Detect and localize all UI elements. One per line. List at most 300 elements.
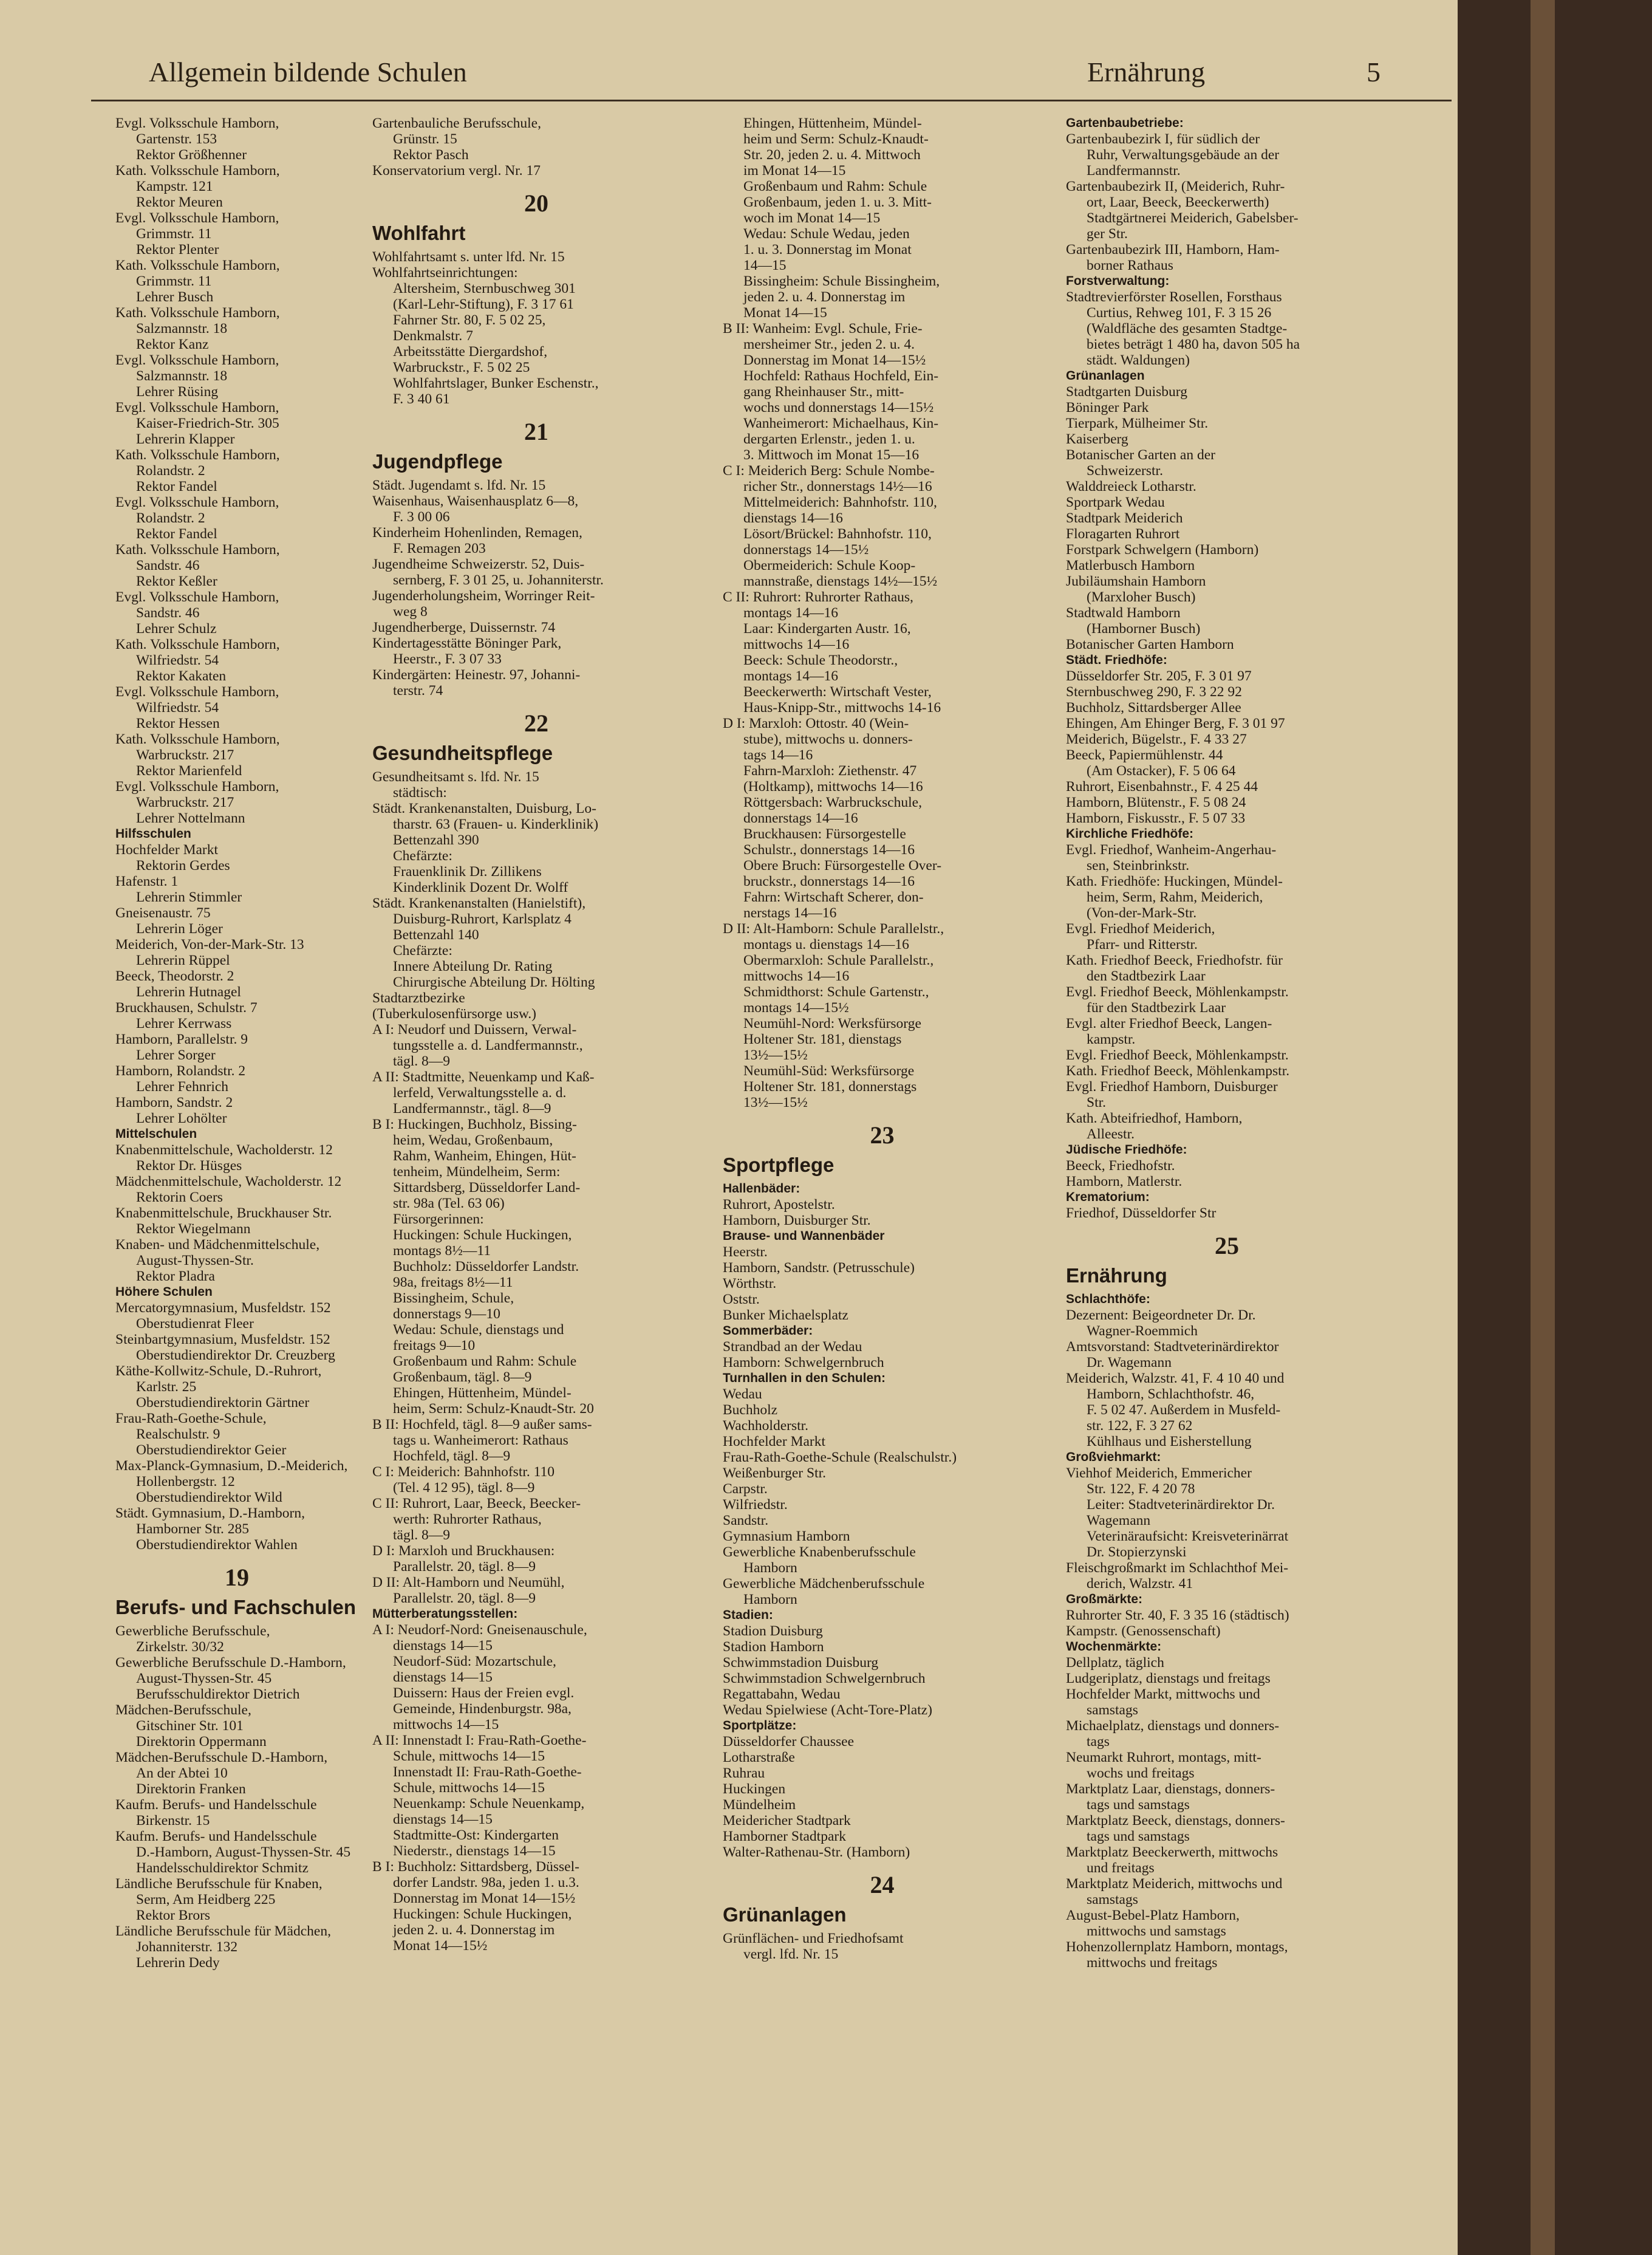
- entry-line: Kindertagesstätte Böninger Park,: [372, 635, 562, 651]
- entry-line: Frau-Rath-Goethe-Schule (Realschulstr.): [723, 1449, 957, 1465]
- entry-continuation: Beeckerwerth: Wirtschaft Vester,: [743, 684, 932, 700]
- entry-continuation: wochs und donnerstags 14—15½: [743, 400, 934, 416]
- entry-continuation: Chefärzte:: [393, 943, 452, 959]
- entry-continuation: 3. Mittwoch im Monat 15—16: [743, 447, 920, 463]
- entry-line: Marktplatz Meiderich, mittwochs und: [1066, 1876, 1283, 1892]
- entry-line: Frau-Rath-Goethe-Schule,: [115, 1411, 267, 1426]
- entry-continuation: Bissingheim: Schule Bissingheim,: [743, 273, 940, 289]
- entry-continuation: bruckstr., donnerstags 14—16: [743, 874, 915, 889]
- entry-line: Fleischgroßmarkt im Schlachthof Mei-: [1066, 1560, 1289, 1576]
- entry-continuation: montags u. dienstags 14—16: [743, 937, 909, 953]
- entry-continuation: Bruckhausen: Fürsorgestelle: [743, 826, 906, 842]
- entry-continuation: sen, Steinbrinkstr.: [1087, 858, 1190, 874]
- entry-continuation: Stadtgärtnerei Meiderich, Gabelsber-: [1087, 210, 1299, 226]
- entry-line: Meiderich, Bügelstr., F. 4 33 27: [1066, 731, 1247, 747]
- section-heading: Grünanlagen: [723, 1903, 847, 1926]
- entry-continuation: Obere Bruch: Fürsorgestelle Over-: [743, 858, 942, 874]
- entry-continuation: mersheimer Str., jeden 2. u. 4.: [743, 337, 915, 352]
- entry-line: Stadtgarten Duisburg: [1066, 384, 1187, 400]
- entry-line: Hamborn, Sandstr. (Petrusschule): [723, 1260, 915, 1276]
- section-heading: Ernährung: [1066, 1264, 1167, 1287]
- entry-line: Kath. Friedhof Beeck, Möhlenkampstr.: [1066, 1063, 1290, 1079]
- entry-line: Jugenderholungsheim, Worringer Reit-: [372, 588, 595, 604]
- entry-line: Mündelheim: [723, 1797, 796, 1813]
- section-heading: Berufs- und Fachschulen: [115, 1596, 357, 1618]
- entry-continuation: Innere Abteilung Dr. Rating: [393, 959, 553, 974]
- entry-line: Kath. Friedhöfe: Huckingen, Mündel-: [1066, 874, 1283, 889]
- entry-continuation: Bettenzahl 140: [393, 927, 479, 943]
- subheading: Mütterberatungsstellen:: [372, 1607, 518, 1621]
- entry-continuation: An der Abtei 10: [136, 1765, 228, 1781]
- entry-continuation: Warbruckstr., F. 5 02 25: [393, 360, 530, 375]
- entry-line: Beeck, Theodorstr. 2: [115, 968, 234, 984]
- subheading: Sportplätze:: [723, 1719, 797, 1733]
- entry-line: Walddreieck Lotharstr.: [1066, 479, 1196, 494]
- entry-continuation: August-Thyssen-Str.: [136, 1253, 254, 1268]
- entry-continuation: Großenbaum und Rahm: Schule: [393, 1353, 577, 1369]
- entry-line: Hohenzollernplatz Hamborn, montags,: [1066, 1939, 1288, 1955]
- entry-continuation: terstr. 74: [393, 683, 443, 699]
- entry-continuation: Neumühl-Nord: Werksfürsorge: [743, 1016, 921, 1032]
- subheading: Grünanlagen: [1066, 369, 1145, 383]
- entry-continuation: Pfarr- und Ritterstr.: [1087, 937, 1198, 953]
- entry-line: Evgl. Volksschule Hamborn,: [115, 352, 279, 368]
- entry-line: Sternbuschweg 290, F. 3 22 92: [1066, 684, 1242, 700]
- entry-continuation: Großenbaum und Rahm: Schule: [743, 179, 927, 194]
- entry-continuation: tags: [1087, 1734, 1110, 1750]
- entry-continuation: Donnerstag im Monat 14—15½: [393, 1891, 576, 1906]
- entry-continuation: Schmidthorst: Schule Gartenstr.,: [743, 984, 929, 1000]
- entry-line: Stadtwald Hamborn: [1066, 605, 1181, 621]
- entry-continuation: (Holtkamp), mittwochs 14—16: [743, 779, 923, 795]
- entry-continuation: Lehrerin Hutnagel: [136, 984, 241, 1000]
- entry-continuation: samstags: [1087, 1702, 1138, 1718]
- entry-line: Käthe-Kollwitz-Schule, D.-Ruhrort,: [115, 1363, 322, 1379]
- entry-continuation: Heerstr., F. 3 07 33: [393, 651, 502, 667]
- entry-continuation: Rektor Wiegelmann: [136, 1221, 251, 1237]
- entry-line: C I: Meiderich: Bahnhofstr. 110: [372, 1464, 555, 1480]
- entry-line: Huckingen: [723, 1781, 786, 1797]
- book-spine-edge: [1458, 0, 1652, 2255]
- entry-line: Ludgeriplatz, dienstags und freitags: [1066, 1671, 1271, 1686]
- entry-continuation: heim, Serm: Schulz-Knaudt-Str. 20: [393, 1401, 594, 1417]
- entry-continuation: vergl. lfd. Nr. 15: [743, 1946, 839, 1962]
- entry-continuation: Lehrer Kerrwass: [136, 1016, 232, 1032]
- entry-continuation: Wilfriedstr. 54: [136, 652, 219, 668]
- page-edge-highlight: [1531, 0, 1555, 2255]
- entry-line: Waisenhaus, Waisenhausplatz 6—8,: [372, 493, 579, 509]
- entry-continuation: Obermarxloh: Schule Parallelstr.,: [743, 953, 934, 968]
- header-section-title: Allgemein bildende Schulen: [149, 56, 467, 87]
- entry-line: Kaiserberg: [1066, 431, 1128, 447]
- subheading: Städt. Friedhöfe:: [1066, 653, 1167, 667]
- entry-continuation: Monat 14—15½: [393, 1938, 488, 1954]
- entry-line: Max-Planck-Gymnasium, D.-Meiderich,: [115, 1458, 348, 1474]
- section-heading: Wohlfahrt: [372, 222, 466, 244]
- entry-line: Evgl. Volksschule Hamborn,: [115, 494, 279, 510]
- entry-continuation: für den Stadtbezirk Laar: [1087, 1000, 1226, 1016]
- entry-continuation: Rektor Pladra: [136, 1268, 215, 1284]
- entry-line: Wachholderstr.: [723, 1418, 809, 1434]
- entry-line: Heerstr.: [723, 1244, 768, 1260]
- entry-line: Meidericher Stadtpark: [723, 1813, 851, 1829]
- entry-continuation: F. 3 00 06: [393, 509, 450, 525]
- entry-continuation: mannstraße, dienstags 14½—15½: [743, 573, 938, 589]
- entry-continuation: Lehrer Lohölter: [136, 1110, 227, 1126]
- entry-continuation: Kühlhaus und Eisherstellung: [1087, 1434, 1252, 1449]
- entry-continuation: jeden 2. u. 4. Donnerstag im: [393, 1922, 555, 1938]
- entry-continuation: Bissingheim, Schule,: [393, 1290, 514, 1306]
- entry-line: Gewerbliche Mädchenberufsschule: [723, 1576, 925, 1592]
- entry-line: Viehhof Meiderich, Emmericher: [1066, 1465, 1252, 1481]
- entry-continuation: sernberg, F. 3 01 25, u. Johanniterstr.: [393, 572, 604, 588]
- entry-line: D II: Alt-Hamborn und Neumühl,: [372, 1575, 565, 1590]
- entry-continuation: Hollenbergstr. 12: [136, 1474, 235, 1490]
- entry-line: Hamborn: Schwelgernbruch: [723, 1355, 884, 1370]
- entry-line: Ruhrau: [723, 1765, 765, 1781]
- entry-line: Matlerbusch Hamborn: [1066, 558, 1195, 573]
- entry-line: Gartenbauliche Berufsschule,: [372, 115, 541, 131]
- entry-line: Kath. Volksschule Hamborn,: [115, 637, 280, 652]
- entry-continuation: Realschulstr. 9: [136, 1426, 220, 1442]
- subheading: Hilfsschulen: [115, 827, 191, 841]
- entry-line: Städt. Krankenanstalten (Hanielstift),: [372, 895, 586, 911]
- entry-continuation: Rektorin Coers: [136, 1189, 223, 1205]
- entry-line: Marktplatz Beeck, dienstags, donners-: [1066, 1813, 1285, 1829]
- entry-continuation: Hamborner Str. 285: [136, 1521, 250, 1537]
- entry-continuation: Holtener Str. 181, dienstags: [743, 1032, 902, 1047]
- entry-line: Ruhrort, Apostelstr.: [723, 1197, 835, 1213]
- entry-line: Kath. Friedhof Beeck, Friedhofstr. für: [1066, 953, 1283, 968]
- entry-continuation: Gartenstr. 153: [136, 131, 217, 147]
- entry-continuation: Wagemann: [1087, 1513, 1151, 1528]
- entry-line: Kindergärten: Heinestr. 97, Johanni-: [372, 667, 581, 683]
- entry-line: Knabenmittelschule, Bruckhauser Str.: [115, 1205, 332, 1221]
- entry-continuation: dorfer Landstr. 98a, jeden 1. u.3.: [393, 1875, 579, 1891]
- text-column-4: [1066, 115, 1388, 2193]
- entry-continuation: Kaiser-Friedrich-Str. 305: [136, 416, 279, 431]
- entry-continuation: (Tel. 4 12 95), tägl. 8—9: [393, 1480, 535, 1496]
- entry-continuation: Rektor Keßler: [136, 573, 217, 589]
- entry-line: Steinbartgymnasium, Musfeldstr. 152: [115, 1332, 330, 1347]
- entry-line: Schwimmstadion Duisburg: [723, 1655, 879, 1671]
- subheading: Stadien:: [723, 1608, 773, 1622]
- entry-line: Stadtrevierförster Rosellen, Forsthaus: [1066, 289, 1282, 305]
- entry-continuation: mittwochs 14—16: [743, 637, 850, 652]
- subheading: Jüdische Friedhöfe:: [1066, 1143, 1187, 1157]
- entry-line: A I: Neudorf-Nord: Gneisenauschule,: [372, 1622, 587, 1638]
- entry-continuation: Johanniterstr. 132: [136, 1939, 238, 1955]
- entry-line: Ruhrorter Str. 40, F. 3 35 16 (städtisch): [1066, 1607, 1289, 1623]
- entry-continuation: Innenstadt II: Frau-Rath-Goethe-: [393, 1764, 582, 1780]
- entry-line: Kath. Volksschule Hamborn,: [115, 258, 280, 273]
- entry-continuation: Rektor Kanz: [136, 337, 209, 352]
- running-header: [91, 49, 1452, 103]
- entry-continuation: Warbruckstr. 217: [136, 795, 234, 810]
- entry-continuation: Oberstudiendirektor Dr. Creuzberg: [136, 1347, 335, 1363]
- entry-continuation: donnerstags 9—10: [393, 1306, 500, 1322]
- entry-continuation: Veterinäraufsicht: Kreisveterinärrat: [1087, 1528, 1289, 1544]
- entry-continuation: mittwochs 14—16: [743, 968, 850, 984]
- entry-continuation: tägl. 8—9: [393, 1527, 450, 1543]
- entry-continuation: mittwochs und samstags: [1087, 1923, 1226, 1939]
- entry-line: Weißenburger Str.: [723, 1465, 826, 1481]
- entry-line: Gesundheitsamt s. lfd. Nr. 15: [372, 769, 539, 785]
- subheading: Höhere Schulen: [115, 1285, 213, 1299]
- section-number: 21: [524, 418, 548, 445]
- entry-line: Hamborn, Parallelstr. 9: [115, 1032, 248, 1047]
- section-number: 23: [870, 1121, 895, 1149]
- entry-line: Kath. Volksschule Hamborn,: [115, 163, 280, 179]
- entry-line: Ruhrort, Eisenbahnstr., F. 4 25 44: [1066, 779, 1258, 795]
- entry-continuation: Rektor Pasch: [393, 147, 469, 163]
- entry-line: Evgl. Volksschule Hamborn,: [115, 210, 279, 226]
- entry-line: Kath. Volksschule Hamborn,: [115, 305, 280, 321]
- entry-continuation: Fahrner Str. 80, F. 5 02 25,: [393, 312, 546, 328]
- entry-continuation: 14—15: [743, 258, 787, 273]
- entry-line: Wedau: [723, 1386, 762, 1402]
- entry-line: Hamborn, Rolandstr. 2: [115, 1063, 246, 1079]
- entry-line: Gewerbliche Berufsschule D.-Hamborn,: [115, 1655, 346, 1671]
- entry-continuation: Birkenstr. 15: [136, 1813, 210, 1829]
- entry-line: Konservatorium vergl. Nr. 17: [372, 163, 541, 179]
- section-number: 19: [225, 1564, 249, 1591]
- entry-continuation: Sandstr. 46: [136, 558, 200, 573]
- entry-continuation: montags 14—15½: [743, 1000, 849, 1016]
- entry-continuation: Chefärzte:: [393, 848, 452, 864]
- entry-continuation: Laar: Kindergarten Austr. 16,: [743, 621, 911, 637]
- entry-continuation: Buchholz: Düsseldorfer Landstr.: [393, 1259, 579, 1275]
- entry-line: Gewerbliche Knabenberufsschule: [723, 1544, 916, 1560]
- entry-continuation: Oberstudienrat Fleer: [136, 1316, 254, 1332]
- entry-continuation: Denkmalstr. 7: [393, 328, 473, 344]
- entry-continuation: Hochfeld, tägl. 8—9: [393, 1448, 511, 1464]
- entry-line: Hamborn, Fiskusstr., F. 5 07 33: [1066, 810, 1246, 826]
- entry-continuation: Stadtmitte-Ost: Kindergarten: [393, 1827, 559, 1843]
- page-number: 5: [1367, 56, 1381, 87]
- entry-continuation: Grimmstr. 11: [136, 226, 212, 242]
- entry-continuation: Lehrer Sorger: [136, 1047, 216, 1063]
- entry-line: Beeck, Papiermühlenstr. 44: [1066, 747, 1223, 763]
- entry-line: Hochfelder Markt, mittwochs und: [1066, 1686, 1260, 1702]
- entry-continuation: 98a, freitags 8½—11: [393, 1275, 513, 1290]
- entry-line: Gneisenaustr. 75: [115, 905, 211, 921]
- entry-line: Oststr.: [723, 1292, 760, 1307]
- entry-continuation: Fahrn: Wirtschaft Scherer, don-: [743, 889, 924, 905]
- entry-continuation: dienstags 14—15: [393, 1669, 493, 1685]
- entry-continuation: Lehrer Busch: [136, 289, 214, 305]
- entry-line: Botanischer Garten an der: [1066, 447, 1215, 463]
- entry-continuation: Huckingen: Schule Huckingen,: [393, 1906, 572, 1922]
- entry-continuation: Donnerstag im Monat 14—15½: [743, 352, 926, 368]
- entry-line: Dellplatz, täglich: [1066, 1655, 1164, 1671]
- entry-line: Bunker Michaelsplatz: [723, 1307, 848, 1323]
- entry-line: Evgl. Friedhof Beeck, Möhlenkampstr.: [1066, 984, 1289, 1000]
- entry-continuation: (Hamborner Busch): [1087, 621, 1201, 637]
- entry-line: Hafenstr. 1: [115, 874, 179, 889]
- entry-continuation: Wagner-Roemmich: [1087, 1323, 1198, 1339]
- entry-continuation: Gitschiner Str. 101: [136, 1718, 244, 1734]
- entry-line: Friedhof, Düsseldorfer Str: [1066, 1205, 1217, 1221]
- entry-line: Marktplatz Beeckerwerth, mittwochs: [1066, 1844, 1278, 1860]
- entry-line: Regattabahn, Wedau: [723, 1686, 841, 1702]
- entry-line: Kinderheim Hohenlinden, Remagen,: [372, 525, 582, 541]
- entry-line: Hamborner Stadtpark: [723, 1829, 846, 1844]
- entry-continuation: Hochfeld: Rathaus Hochfeld, Ein-: [743, 368, 939, 384]
- entry-line: Gartenbaubezirk I, für südlich der: [1066, 131, 1260, 147]
- entry-continuation: Schulstr., donnerstags 14—16: [743, 842, 915, 858]
- entry-line: Botanischer Garten Hamborn: [1066, 637, 1234, 652]
- entry-line: Hamborn, Sandstr. 2: [115, 1095, 233, 1110]
- entry-continuation: Warbruckstr. 217: [136, 747, 234, 763]
- entry-line: D I: Marxloh und Bruckhausen:: [372, 1543, 555, 1559]
- subheading: Schlachthöfe:: [1066, 1292, 1150, 1306]
- entry-line: Evgl. Friedhof, Wanheim-Angerhau-: [1066, 842, 1277, 858]
- entry-line: D II: Alt-Hamborn: Schule Parallelstr.,: [723, 921, 944, 937]
- entry-line: B I: Huckingen, Buchholz, Bissing-: [372, 1117, 577, 1132]
- entry-continuation: städt. Waldungen): [1087, 352, 1190, 368]
- entry-line: Strandbad an der Wedau: [723, 1339, 862, 1355]
- entry-continuation: Rolandstr. 2: [136, 510, 205, 526]
- section-heading: Jugendpflege: [372, 450, 503, 473]
- entry-continuation: donnerstags 14—16: [743, 810, 858, 826]
- entry-continuation: dergarten Erlenstr., jeden 1. u.: [743, 431, 915, 447]
- entry-continuation: Sittardsberg, Düsseldorfer Land-: [393, 1180, 581, 1196]
- entry-continuation: Lösort/Brückel: Bahnhofstr. 110,: [743, 526, 932, 542]
- entry-continuation: Frauenklinik Dr. Zillikens: [393, 864, 542, 880]
- entry-line: A II: Innenstadt I: Frau-Rath-Goethe-: [372, 1733, 587, 1748]
- entry-line: Stadion Hamborn: [723, 1639, 824, 1655]
- entry-continuation: (Waldfläche des gesamten Stadtge-: [1087, 321, 1288, 337]
- entry-continuation: Neumühl-Süd: Werksfürsorge: [743, 1063, 915, 1079]
- entry-line: Stadtpark Meiderich: [1066, 510, 1183, 526]
- entry-continuation: tungsstelle a. d. Landfermannstr.,: [393, 1038, 583, 1053]
- entry-line: (Tuberkulosenfürsorge usw.): [372, 1006, 537, 1022]
- entry-line: Meiderich, Walzstr. 41, F. 4 10 40 und: [1066, 1370, 1285, 1386]
- entry-line: C I: Meiderich Berg: Schule Nombe-: [723, 463, 935, 479]
- entry-continuation: Schule, mittwochs 14—15: [393, 1780, 545, 1796]
- text-column-3: [723, 115, 1042, 2193]
- entry-continuation: (Von-der-Mark-Str.: [1087, 905, 1197, 921]
- entry-continuation: Rektor Plenter: [136, 242, 219, 258]
- entry-continuation: Haus-Knipp-Str., mittwochs 14-16: [743, 700, 941, 716]
- entry-line: A I: Neudorf und Duissern, Verwal-: [372, 1022, 577, 1038]
- entry-continuation: Alleestr.: [1087, 1126, 1135, 1142]
- entry-line: Jugendherberge, Duissernstr. 74: [372, 620, 556, 635]
- entry-continuation: Grünstr. 15: [393, 131, 457, 147]
- entry-continuation: F. Remagen 203: [393, 541, 486, 556]
- entry-line: Böninger Park: [1066, 400, 1149, 416]
- entry-continuation: tharstr. 63 (Frauen- u. Kinderklinik): [393, 816, 599, 832]
- entry-continuation: 1. u. 3. Donnerstag im Monat: [743, 242, 912, 258]
- subheading: Krematorium:: [1066, 1190, 1150, 1204]
- entry-continuation: Fürsorgerinnen:: [393, 1211, 484, 1227]
- entry-continuation: Lehrerin Klapper: [136, 431, 235, 447]
- subheading: Großmärkte:: [1066, 1592, 1143, 1606]
- entry-line: Mädchenmittelschule, Wacholderstr. 12: [115, 1174, 342, 1189]
- entry-continuation: den Stadtbezirk Laar: [1087, 968, 1206, 984]
- entry-continuation: montags 14—16: [743, 605, 839, 621]
- entry-line: Städt. Jugendamt s. lfd. Nr. 15: [372, 477, 546, 493]
- entry-continuation: nerstags 14—16: [743, 905, 837, 921]
- entry-continuation: Grimmstr. 11: [136, 273, 212, 289]
- entry-continuation: wochs und freitags: [1087, 1765, 1195, 1781]
- entry-line: Floragarten Ruhrort: [1066, 526, 1180, 542]
- entry-line: C II: Ruhrort, Laar, Beeck, Beecker-: [372, 1496, 581, 1511]
- entry-continuation: Ehingen, Hüttenheim, Mündel-: [393, 1385, 572, 1401]
- entry-line: Gartenbaubezirk III, Hamborn, Ham-: [1066, 242, 1280, 258]
- entry-line: B II: Wanheim: Evgl. Schule, Frie-: [723, 321, 923, 337]
- entry-line: Michaelplatz, dienstags und donners-: [1066, 1718, 1280, 1734]
- entry-continuation: woch im Monat 14—15: [743, 210, 881, 226]
- entry-continuation: Landfermannstr., tägl. 8—9: [393, 1101, 551, 1117]
- subheading: Großviehmarkt:: [1066, 1450, 1161, 1464]
- entry-continuation: donnerstags 14—15½: [743, 542, 869, 558]
- entry-continuation: Leiter: Stadtveterinärdirektor Dr.: [1087, 1497, 1275, 1513]
- entry-continuation: und freitags: [1087, 1860, 1155, 1876]
- entry-line: Neumarkt Ruhrort, montags, mitt-: [1066, 1750, 1261, 1765]
- entry-continuation: Lehrer Schulz: [136, 621, 217, 637]
- entry-continuation: Str. 122, F. 4 20 78: [1087, 1481, 1195, 1497]
- entry-line: Stadtarztbezirke: [372, 990, 465, 1006]
- entry-line: Beeck, Friedhofstr.: [1066, 1158, 1175, 1174]
- entry-line: Evgl. Volksschule Hamborn,: [115, 589, 279, 605]
- entry-continuation: Monat 14—15: [743, 305, 827, 321]
- entry-line: Evgl. Friedhof Beeck, Möhlenkampstr.: [1066, 1047, 1289, 1063]
- entry-continuation: Holtener Str. 181, donnerstags: [743, 1079, 917, 1095]
- entry-line: Kath. Volksschule Hamborn,: [115, 447, 280, 463]
- entry-line: Evgl. Friedhof Hamborn, Duisburger: [1066, 1079, 1278, 1095]
- entry-continuation: heim und Serm: Schulz-Knaudt-: [743, 131, 929, 147]
- entry-line: Lotharstraße: [723, 1750, 795, 1765]
- entry-line: August-Bebel-Platz Hamborn,: [1066, 1908, 1240, 1923]
- entry-continuation: Parallelstr. 20, tägl. 8—9: [393, 1559, 536, 1575]
- entry-line: Dezernent: Beigeordneter Dr. Dr.: [1066, 1307, 1256, 1323]
- entry-continuation: weg 8: [393, 604, 428, 620]
- entry-continuation: str. 122, F. 3 27 62: [1087, 1418, 1193, 1434]
- entry-continuation: Curtius, Rehweg 101, F. 3 15 26: [1087, 305, 1272, 321]
- entry-continuation: (Am Ostacker), F. 5 06 64: [1087, 763, 1236, 779]
- entry-continuation: tags 14—16: [743, 747, 813, 763]
- entry-line: Gewerbliche Berufsschule,: [115, 1623, 270, 1639]
- entry-continuation: Sandstr. 46: [136, 605, 200, 621]
- entry-continuation: Bettenzahl 390: [393, 832, 479, 848]
- entry-line: Buchholz, Sittardsberger Allee: [1066, 700, 1241, 716]
- entry-line: Gartenbaubezirk II, (Meiderich, Ruhr-: [1066, 179, 1285, 194]
- entry-line: Mädchen-Berufsschule,: [115, 1702, 251, 1718]
- entry-continuation: str. 98a (Tel. 63 06): [393, 1196, 505, 1211]
- entry-line: Sandstr.: [723, 1513, 769, 1528]
- entry-line: Hochfelder Markt: [115, 842, 218, 858]
- entry-continuation: tags und samstags: [1087, 1829, 1190, 1844]
- entry-line: Evgl. Volksschule Hamborn,: [115, 684, 279, 700]
- entry-line: Marktplatz Laar, dienstags, donners-: [1066, 1781, 1275, 1797]
- entry-continuation: Mittelmeiderich: Bahnhofstr. 110,: [743, 494, 937, 510]
- entry-continuation: montags 8½—11: [393, 1243, 491, 1259]
- entry-continuation: gang Rheinhauser Str., mitt-: [743, 384, 904, 400]
- entry-line: Schwimmstadion Schwelgernbruch: [723, 1671, 926, 1686]
- entry-line: Buchholz: [723, 1402, 778, 1418]
- entry-continuation: Direktorin Franken: [136, 1781, 246, 1797]
- entry-continuation: derich, Walzstr. 41: [1087, 1576, 1193, 1592]
- entry-continuation: bietes beträgt 1 480 ha, davon 505 ha: [1087, 337, 1300, 352]
- entry-line: Wilfriedstr.: [723, 1497, 788, 1513]
- entry-continuation: Zirkelstr. 30/32: [136, 1639, 224, 1655]
- entry-line: Walter-Rathenau-Str. (Hamborn): [723, 1844, 910, 1860]
- entry-continuation: 13½—15½: [743, 1047, 808, 1063]
- subheading: Kirchliche Friedhöfe:: [1066, 827, 1194, 841]
- entry-continuation: Rektor Größhenner: [136, 147, 247, 163]
